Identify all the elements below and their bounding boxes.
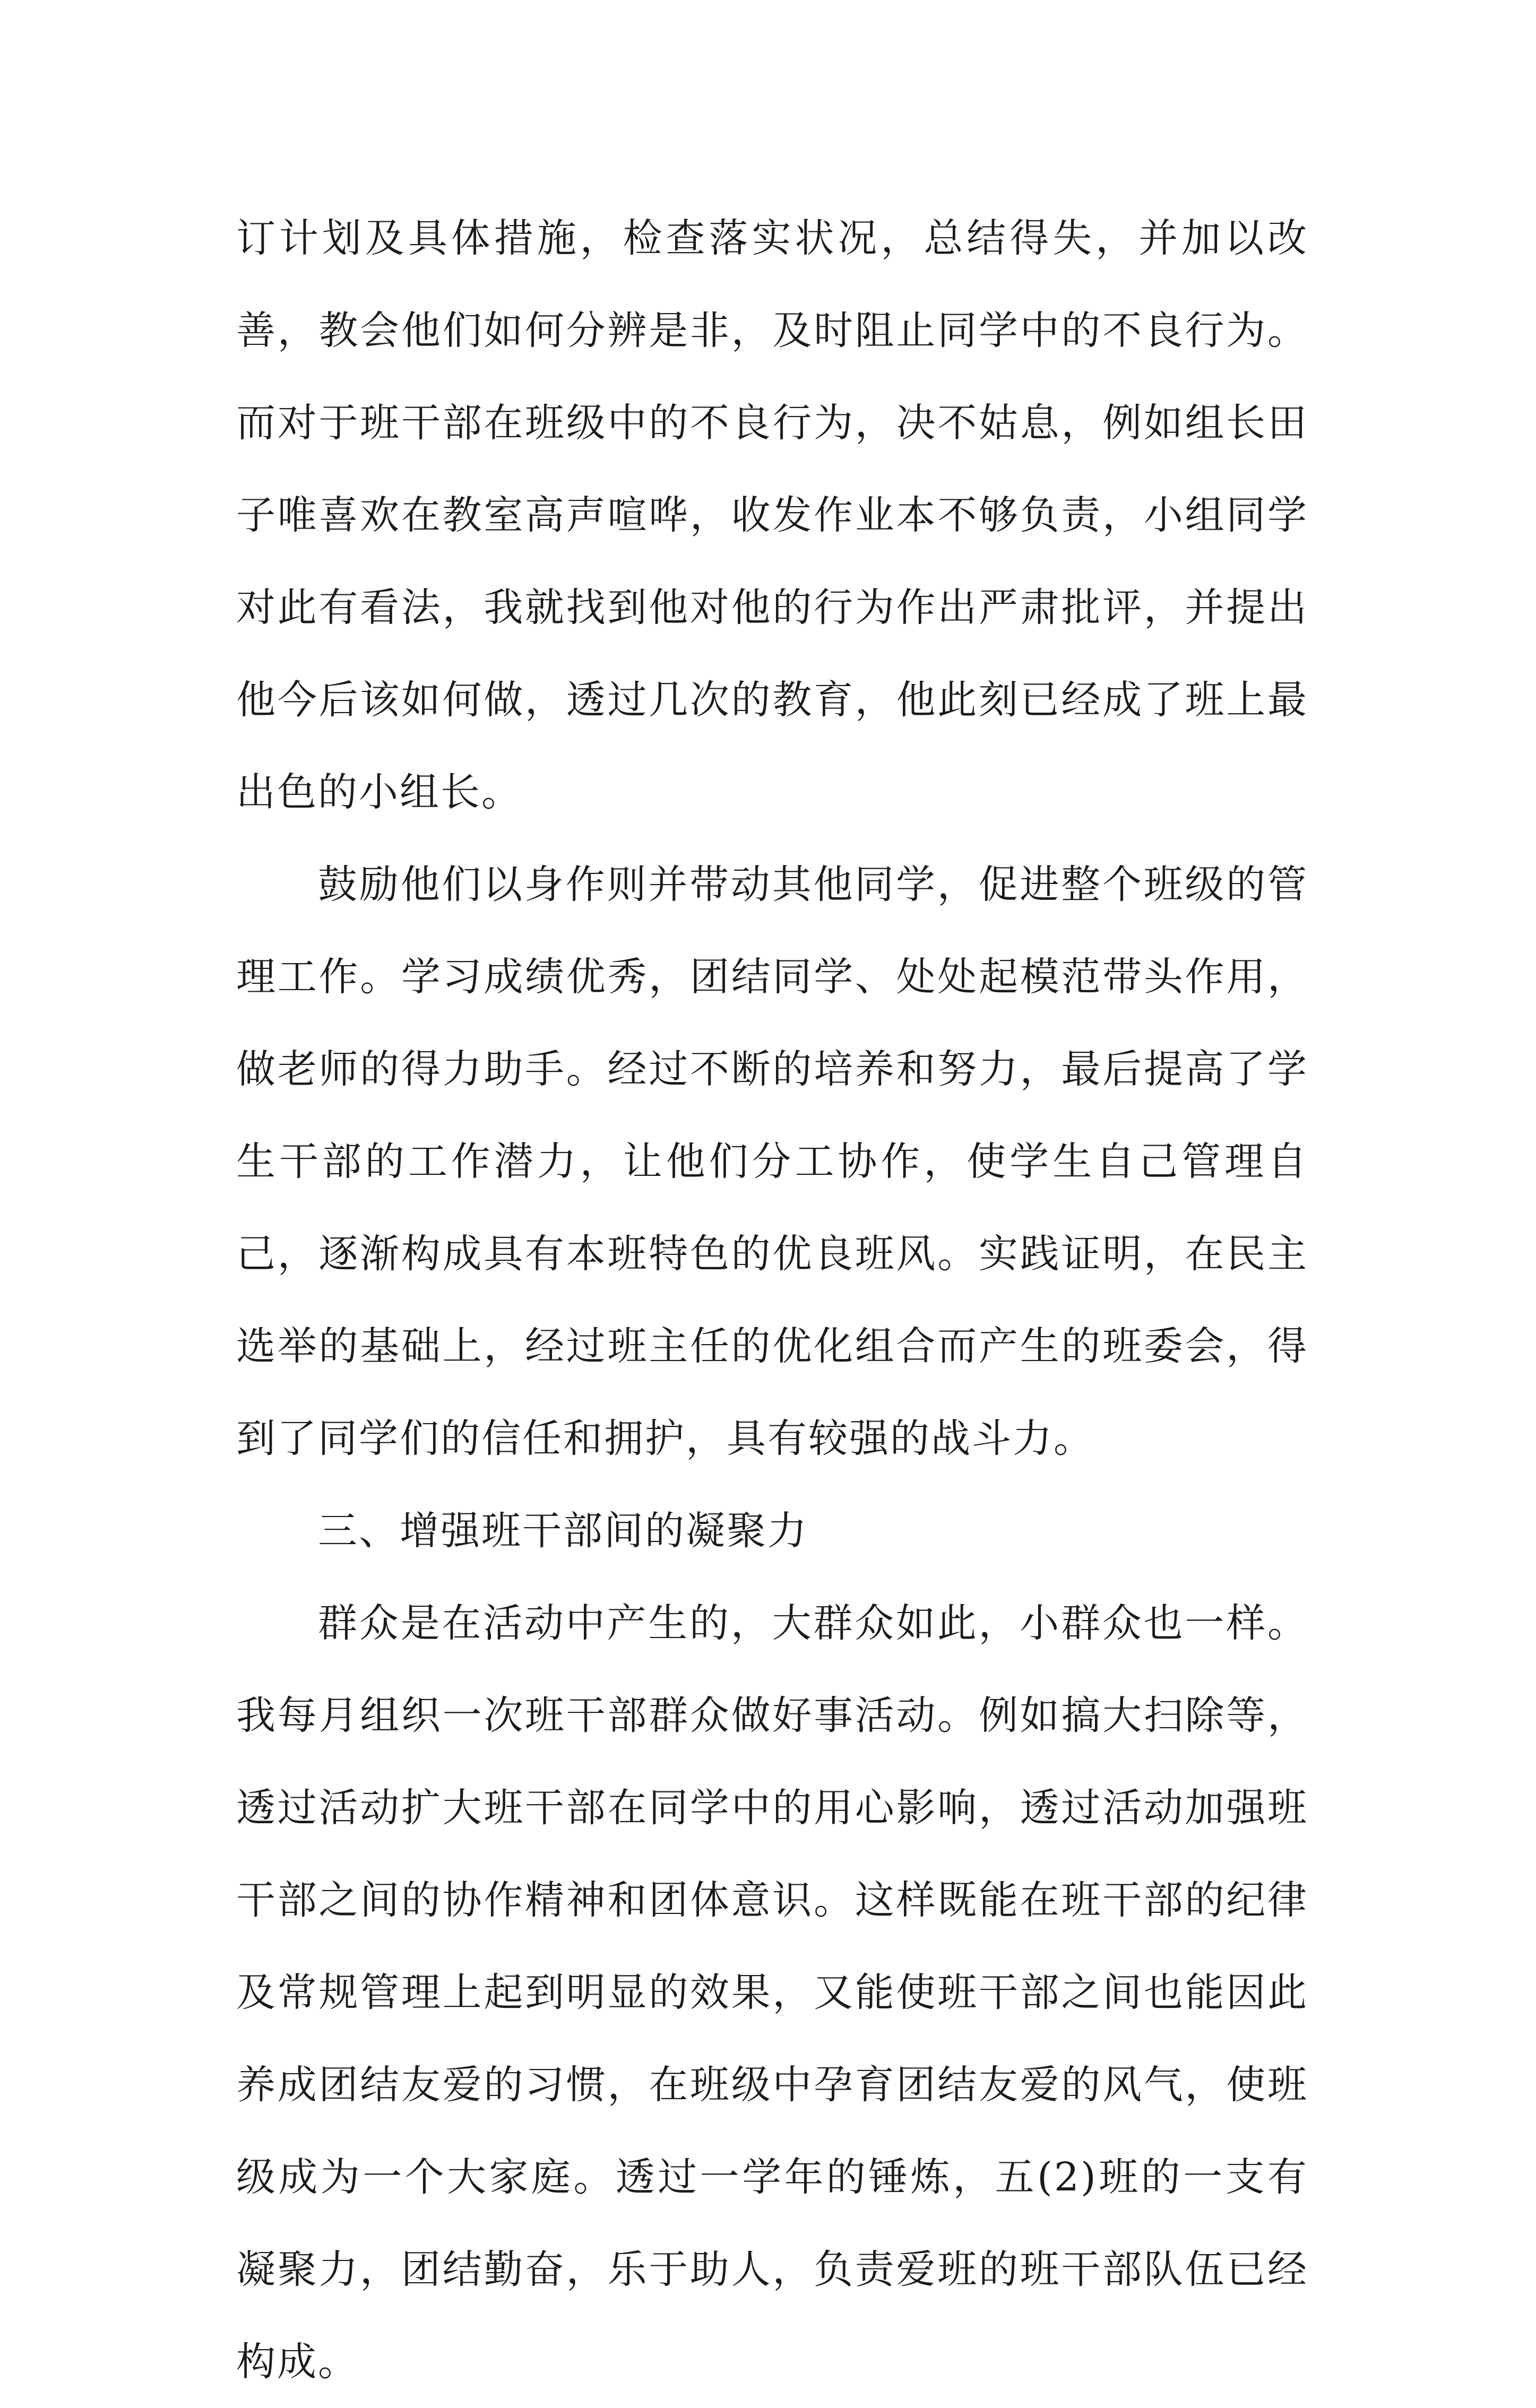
section-heading: 三、增强班干部间的凝聚力 xyxy=(318,1508,808,1554)
paragraph-1: 订计划及具体措施，检查落实状况，总结得失，并加以改善，教会他们如何分辨是非，及时阻止同学中的不良行为。而对于班干部在班级中的不良行为，决不姑息，例如组长田子唯喜欢在教室高声喧哗，收发作业本不够负责，小组同学对此有看法，我就找到他对他的行为作出严肃批评，并提出他今后该如何做，透过几次的教育，他此刻已经成了班上最出色的小组长。 xyxy=(236,215,1308,815)
document-body xyxy=(236,192,1308,2408)
paragraph-3: 群众是在活动中产生的，大群众如此，小群众也一样。我每月组织一次班干部群众做好事活动。例如搞大扫除等，透过活动扩大班干部在同学中的用心影响，透过活动加强班干部之间的协作精神和团体意识。这样既能在班干部的纪律及常规管理上起到明显的效果，又能使班干部之间也能因此养成团结友爱的习惯，在班级中孕育团结友爱的风气，使班级成为一个大家庭。透过一学年的锤炼，五(2)班的一支有凝聚力，团结勤奋，乐于助人，负责爱班的班干部队伍已经构成。 xyxy=(236,1600,1308,2385)
paragraph-2: 鼓励他们以身作则并带动其他同学，促进整个班级的管理工作。学习成绩优秀，团结同学、处处起模范带头作用，做老师的得力助手。经过不断的培养和努力，最后提高了学生干部的工作潜力，让他们分工协作，使学生自己管理自己，逐渐构成具有本班特色的优良班风。实践证明，在民主选举的基础上，经过班主任的优化组合而产生的班委会，得到了同学们的信任和拥护，具有较强的战斗力。 xyxy=(236,862,1308,1461)
